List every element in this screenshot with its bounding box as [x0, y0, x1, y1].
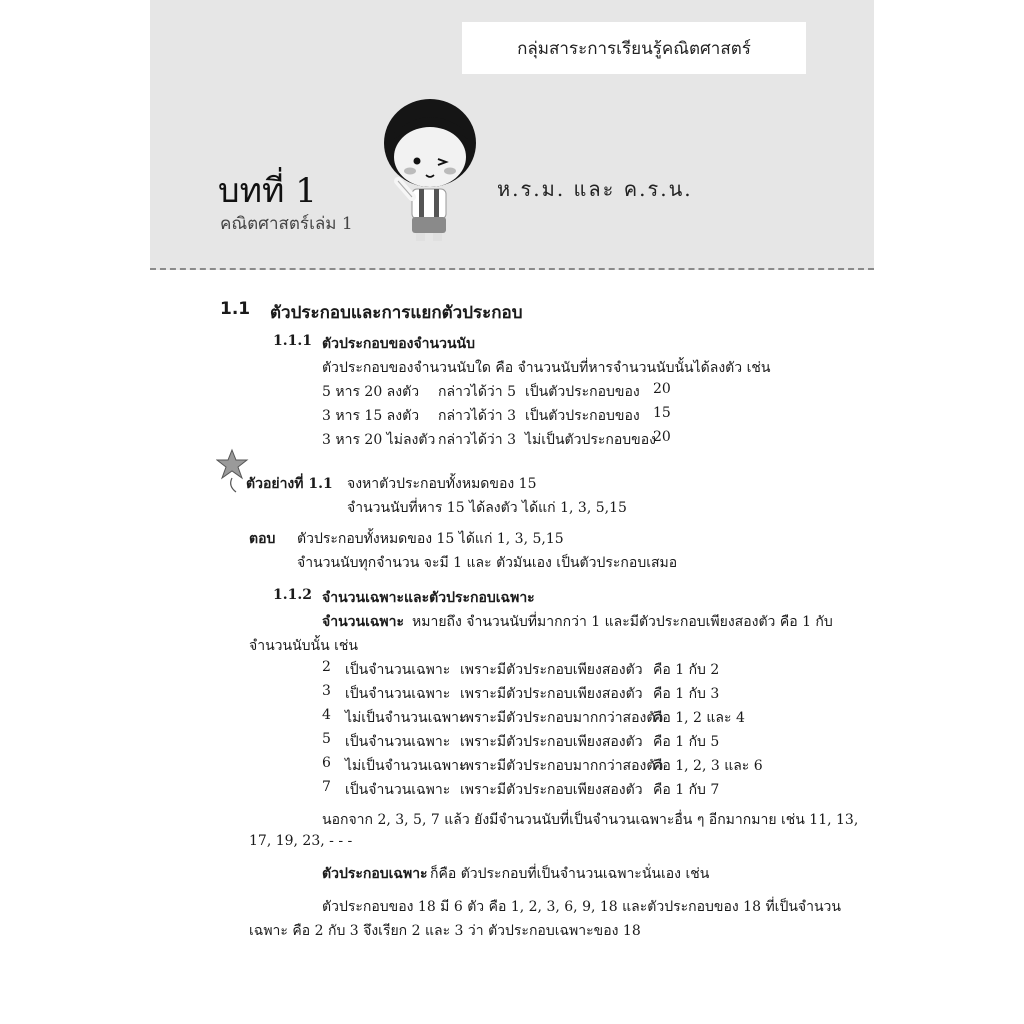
chapter-title: บทที่ 1 — [218, 171, 317, 211]
factor-row-1-b: กล่าวได้ว่า 5 — [438, 384, 516, 400]
answer-line-2: จำนวนนับทุกจำนวน จะมี 1 และ ตัวมันเอง เป็นตัวประกอบเสมอ — [297, 555, 678, 571]
subsection-title: ตัวประกอบของจำนวนนับ — [322, 336, 475, 352]
factor-row-2-d: 15 — [653, 405, 671, 421]
prime-row-5-a: ไม่เป็นจำนวนเฉพาะ — [345, 758, 467, 774]
prime-row-3-a: ไม่เป็นจำนวนเฉพาะ — [345, 710, 467, 726]
example-hint: จำนวนนับที่หาร 15 ได้ลงตัว ได้แก่ 1, 3, 5,15 — [347, 500, 627, 516]
answer-line-1: ตัวประกอบทั้งหมดของ 15 ได้แก่ 1, 3, 5,15 — [297, 531, 564, 547]
prime-row-2-a: เป็นจำนวนเฉพาะ — [345, 686, 451, 702]
prime-row-5-b: เพราะมีตัวประกอบมากกว่าสองตัว — [460, 758, 664, 774]
cartoon-boy-illustration — [372, 93, 482, 243]
factor-row-1-a: 5 หาร 20 ลงตัว — [322, 384, 420, 400]
header-divider — [150, 268, 874, 270]
factor-row-1-c: เป็นตัวประกอบของ — [525, 384, 640, 400]
prime-definition-1: หมายถึง จำนวนนับที่มากกว่า 1 และมีตัวประกอบเพียงสองตัว คือ 1 กับ — [412, 614, 833, 630]
prime-row-1-b: เพราะมีตัวประกอบเพียงสองตัว — [460, 662, 643, 678]
prime-definition-2: จำนวนนับนั้น เช่น — [249, 638, 358, 654]
prime-factor-term: ตัวประกอบเฉพาะ — [322, 866, 428, 882]
subsection-number: 1.1.2 — [273, 587, 312, 603]
prime-row-1-n: 2 — [322, 659, 331, 675]
factor-row-3-b: กล่าวได้ว่า 3 — [438, 432, 516, 448]
subject-box: กลุ่มสาระการเรียนรู้คณิตศาสตร์ — [462, 22, 806, 74]
more-primes-1: นอกจาก 2, 3, 5, 7 แล้ว ยังมีจำนวนนับที่เป็นจำนวนเฉพาะอื่น ๆ อีกมากมาย เช่น 11, 13, — [322, 812, 859, 828]
prime-row-2-b: เพราะมีตัวประกอบเพียงสองตัว — [460, 686, 643, 702]
factor-row-2-a: 3 หาร 15 ลงตัว — [322, 408, 420, 424]
prime-row-1-c: คือ 1 กับ 2 — [653, 662, 720, 678]
prime-row-6-b: เพราะมีตัวประกอบเพียงสองตัว — [460, 782, 643, 798]
prime-factor-example-2: เฉพาะ คือ 2 กับ 3 จึงเรียก 2 และ 3 ว่า ตัวประกอบเฉพาะของ 18 — [249, 923, 641, 939]
more-primes-2: 17, 19, 23, - - - — [249, 833, 353, 849]
factor-row-3-d: 20 — [653, 429, 671, 445]
chapter-topic: ห.ร.ม. และ ค.ร.น. — [497, 177, 693, 201]
factor-row-3-c: ไม่เป็นตัวประกอบของ — [525, 432, 656, 448]
prime-row-2-c: คือ 1 กับ 3 — [653, 686, 720, 702]
prime-row-4-n: 5 — [322, 731, 331, 747]
example-question: จงหาตัวประกอบทั้งหมดของ 15 — [347, 476, 537, 492]
prime-factor-definition: ก็คือ ตัวประกอบที่เป็นจำนวนเฉพาะนั่นเอง เช่น — [430, 866, 710, 882]
prime-row-6-a: เป็นจำนวนเฉพาะ — [345, 782, 451, 798]
answer-label: ตอบ — [249, 531, 276, 547]
prime-row-3-b: เพราะมีตัวประกอบมากกว่าสองตัว — [460, 710, 664, 726]
example-label: ตัวอย่างที่ 1.1 — [246, 476, 333, 492]
prime-term: จำนวนเฉพาะ — [322, 614, 404, 630]
subsection-title: จำนวนเฉพาะและตัวประกอบเฉพาะ — [322, 590, 535, 606]
factor-row-3-a: 3 หาร 20 ไม่ลงตัว — [322, 432, 436, 448]
prime-factor-example-1: ตัวประกอบของ 18 มี 6 ตัว คือ 1, 2, 3, 6, 9, 18 และตัวประกอบของ 18 ที่เป็นจำนวน — [322, 899, 841, 915]
factor-row-2-b: กล่าวได้ว่า 3 — [438, 408, 516, 424]
prime-row-4-a: เป็นจำนวนเฉพาะ — [345, 734, 451, 750]
prime-row-1-a: เป็นจำนวนเฉพาะ — [345, 662, 451, 678]
factor-row-1-d: 20 — [653, 381, 671, 397]
prime-row-5-n: 6 — [322, 755, 331, 771]
section-number: 1.1 — [220, 299, 251, 319]
prime-row-2-n: 3 — [322, 683, 331, 699]
chapter-header — [150, 0, 874, 270]
prime-row-6-c: คือ 1 กับ 7 — [653, 782, 720, 798]
prime-row-6-n: 7 — [322, 779, 331, 795]
prime-row-3-c: คือ 1, 2 และ 4 — [653, 710, 745, 726]
prime-row-4-b: เพราะมีตัวประกอบเพียงสองตัว — [460, 734, 643, 750]
subsection-number: 1.1.1 — [273, 333, 312, 349]
factor-row-2-c: เป็นตัวประกอบของ — [525, 408, 640, 424]
prime-row-3-n: 4 — [322, 707, 331, 723]
prime-row-5-c: คือ 1, 2, 3 และ 6 — [653, 758, 763, 774]
prime-row-4-c: คือ 1 กับ 5 — [653, 734, 720, 750]
book-title: คณิตศาสตร์เล่ม 1 — [220, 214, 353, 234]
factor-definition: ตัวประกอบของจำนวนนับใด คือ จำนวนนับที่หารจำนวนนับนั้นได้ลงตัว เช่น — [322, 360, 771, 376]
section-title: ตัวประกอบและการแยกตัวประกอบ — [270, 303, 523, 323]
star-icon — [216, 448, 250, 494]
